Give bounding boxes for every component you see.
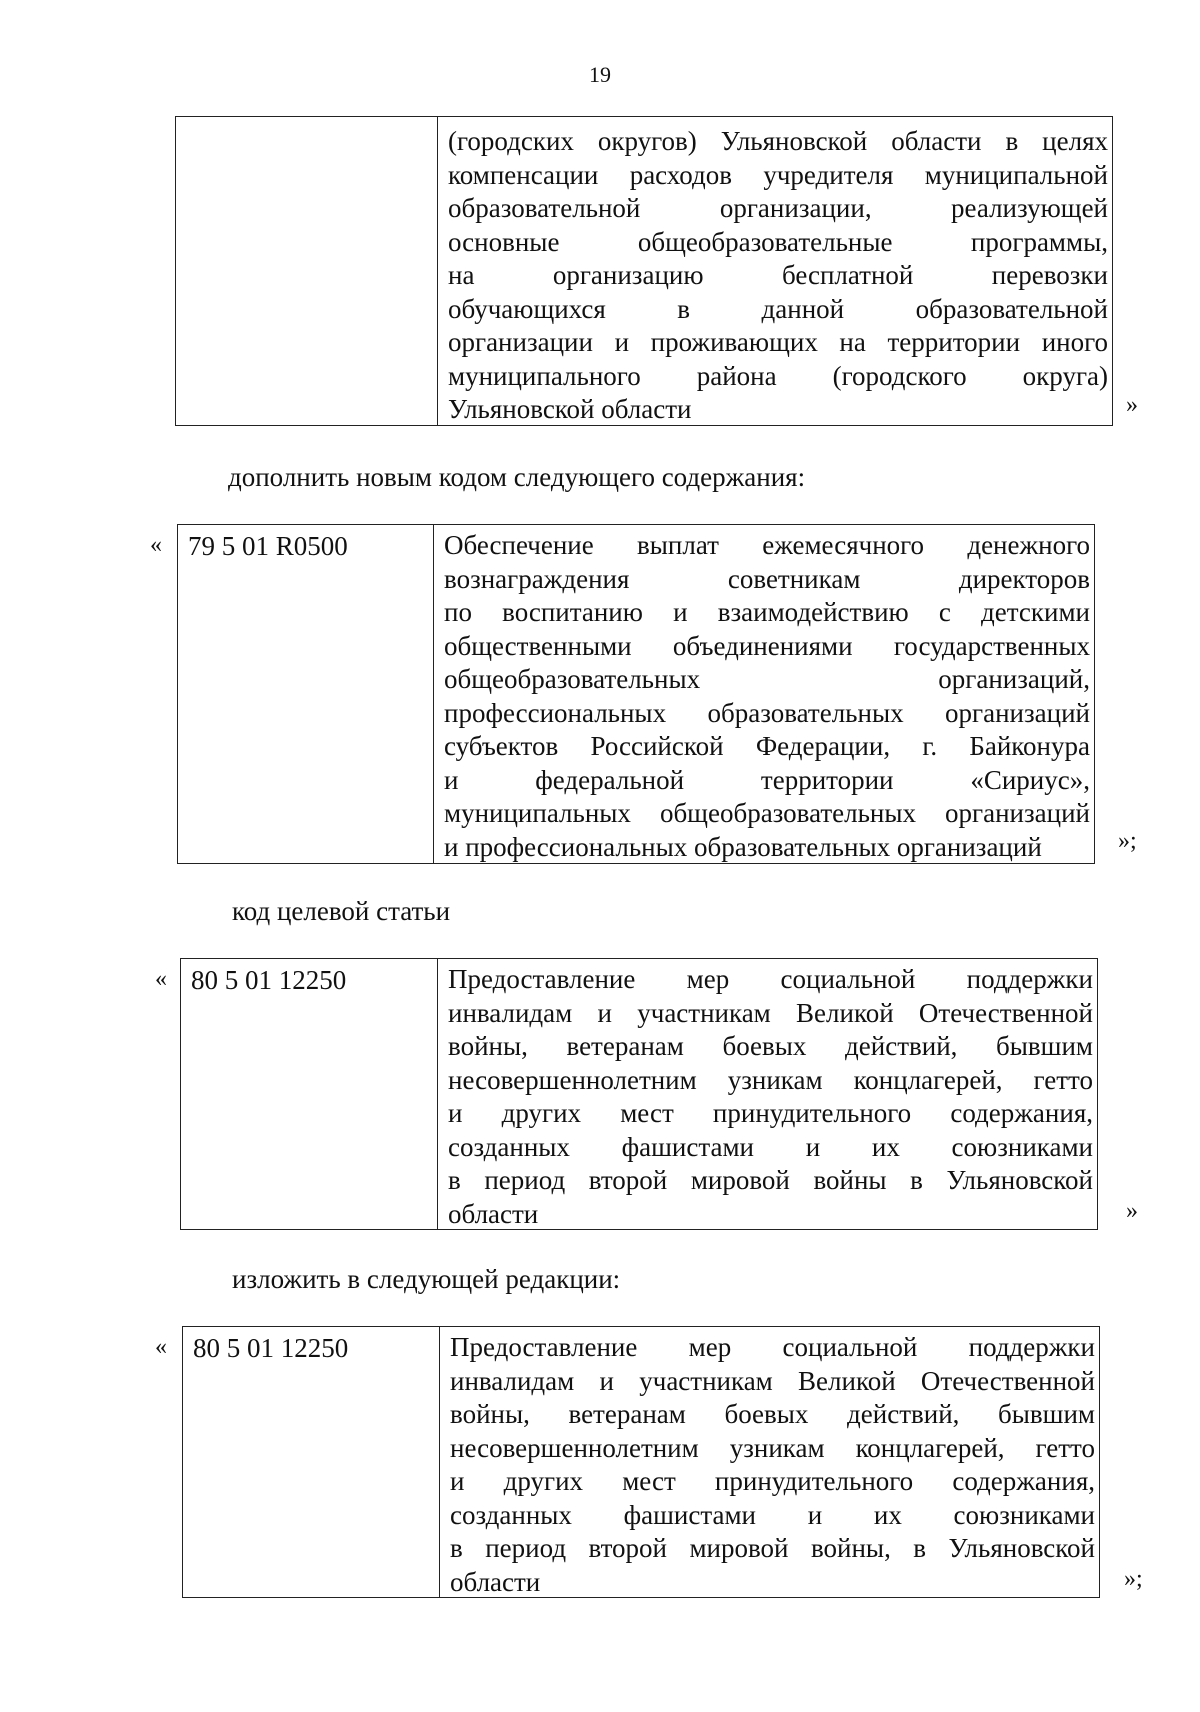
budget-code: 80 5 01 12250 <box>193 1333 349 1363</box>
budget-code: 79 5 01 R0500 <box>188 531 348 561</box>
text-line: Ульяновской области <box>448 394 692 424</box>
instruction-paragraph: дополнить новым кодом следующего содержания: <box>228 462 806 492</box>
text-line: основные общеобразовательные программы, <box>448 226 1108 257</box>
close-quote: » <box>1126 392 1138 418</box>
description-cell <box>440 1327 1099 1597</box>
page-number: 19 <box>589 62 611 87</box>
text-line: образовательной организации, реализующей <box>448 193 1108 223</box>
text-line: по воспитанию и взаимодействию с детскими <box>444 597 1090 627</box>
text-line: Предоставление мер социальной поддержки <box>450 1332 1095 1362</box>
code-cell <box>176 117 438 425</box>
text-line: области <box>448 1198 539 1229</box>
code-cell <box>178 525 434 863</box>
text-line: муниципального района (городского округа) <box>448 360 1108 391</box>
close-quote: »; <box>1118 828 1137 854</box>
text-line: организации и проживающих на территории иного <box>448 327 1108 357</box>
description-cell <box>438 117 1112 425</box>
text-line: профессиональных образовательных организаций <box>444 697 1090 728</box>
description-cell <box>438 959 1097 1229</box>
text-line: Обеспечение выплат ежемесячного денежного <box>444 530 1090 560</box>
text-line: муниципальных общеобразовательных организаций <box>444 798 1090 828</box>
text-line: общеобразовательных организаций, <box>444 664 1090 694</box>
text-line: на организацию бесплатной перевозки <box>448 260 1108 290</box>
open-quote: « <box>150 532 162 558</box>
text-line: инвалидам и участникам Великой Отечественной <box>448 997 1093 1028</box>
text-line: несовершеннолетним узникам концлагерей, гетто <box>448 1064 1093 1095</box>
text-line: и других мест принудительного содержания, <box>450 1466 1095 1496</box>
code-cell <box>181 959 438 1229</box>
close-quote: » <box>1126 1198 1138 1224</box>
text-line: и федеральной территории «Сириус», <box>444 764 1090 795</box>
open-quote: « <box>155 1334 167 1360</box>
text-line: (городских округов) Ульяновской области в целях <box>448 126 1108 156</box>
description-cell <box>434 525 1094 863</box>
budget-code: 80 5 01 12250 <box>191 965 347 995</box>
text-line: несовершеннолетним узникам концлагерей, гетто <box>450 1432 1095 1463</box>
table-continuation <box>175 116 1113 426</box>
table-new-code <box>177 524 1095 864</box>
text-line: инвалидам и участникам Великой Отечественной <box>450 1365 1095 1396</box>
text-line: и профессиональных образовательных организаций <box>444 831 1042 862</box>
text-line: в период второй мировой войны, в Ульяновской <box>450 1533 1095 1563</box>
open-quote: « <box>155 966 167 992</box>
text-line: общественными объединениями государственных <box>444 630 1090 661</box>
text-line: войны, ветеранам боевых действий, бывшим <box>450 1399 1095 1429</box>
text-line: войны, ветеранам боевых действий, бывшим <box>448 1031 1093 1061</box>
text-line: обучающихся в данной образовательной <box>448 293 1108 324</box>
text-line: субъектов Российской Федерации, г. Байконура <box>444 731 1090 761</box>
text-line: созданных фашистами и их союзниками <box>450 1499 1095 1530</box>
code-cell <box>183 1327 440 1597</box>
text-line: и других мест принудительного содержания, <box>448 1098 1093 1128</box>
table-new-edition <box>182 1326 1100 1598</box>
close-quote: »; <box>1124 1566 1143 1592</box>
table-old-code <box>180 958 1098 1230</box>
text-line: области <box>450 1566 541 1597</box>
text-line: Предоставление мер социальной поддержки <box>448 964 1093 994</box>
instruction-paragraph: изложить в следующей редакции: <box>232 1264 621 1294</box>
text-line: созданных фашистами и их союзниками <box>448 1131 1093 1162</box>
text-line: в период второй мировой войны в Ульяновской <box>448 1165 1093 1195</box>
instruction-paragraph: код целевой статьи <box>232 896 451 926</box>
text-line: компенсации расходов учредителя муниципальной <box>448 159 1108 190</box>
text-line: вознаграждения советникам директоров <box>444 563 1090 594</box>
